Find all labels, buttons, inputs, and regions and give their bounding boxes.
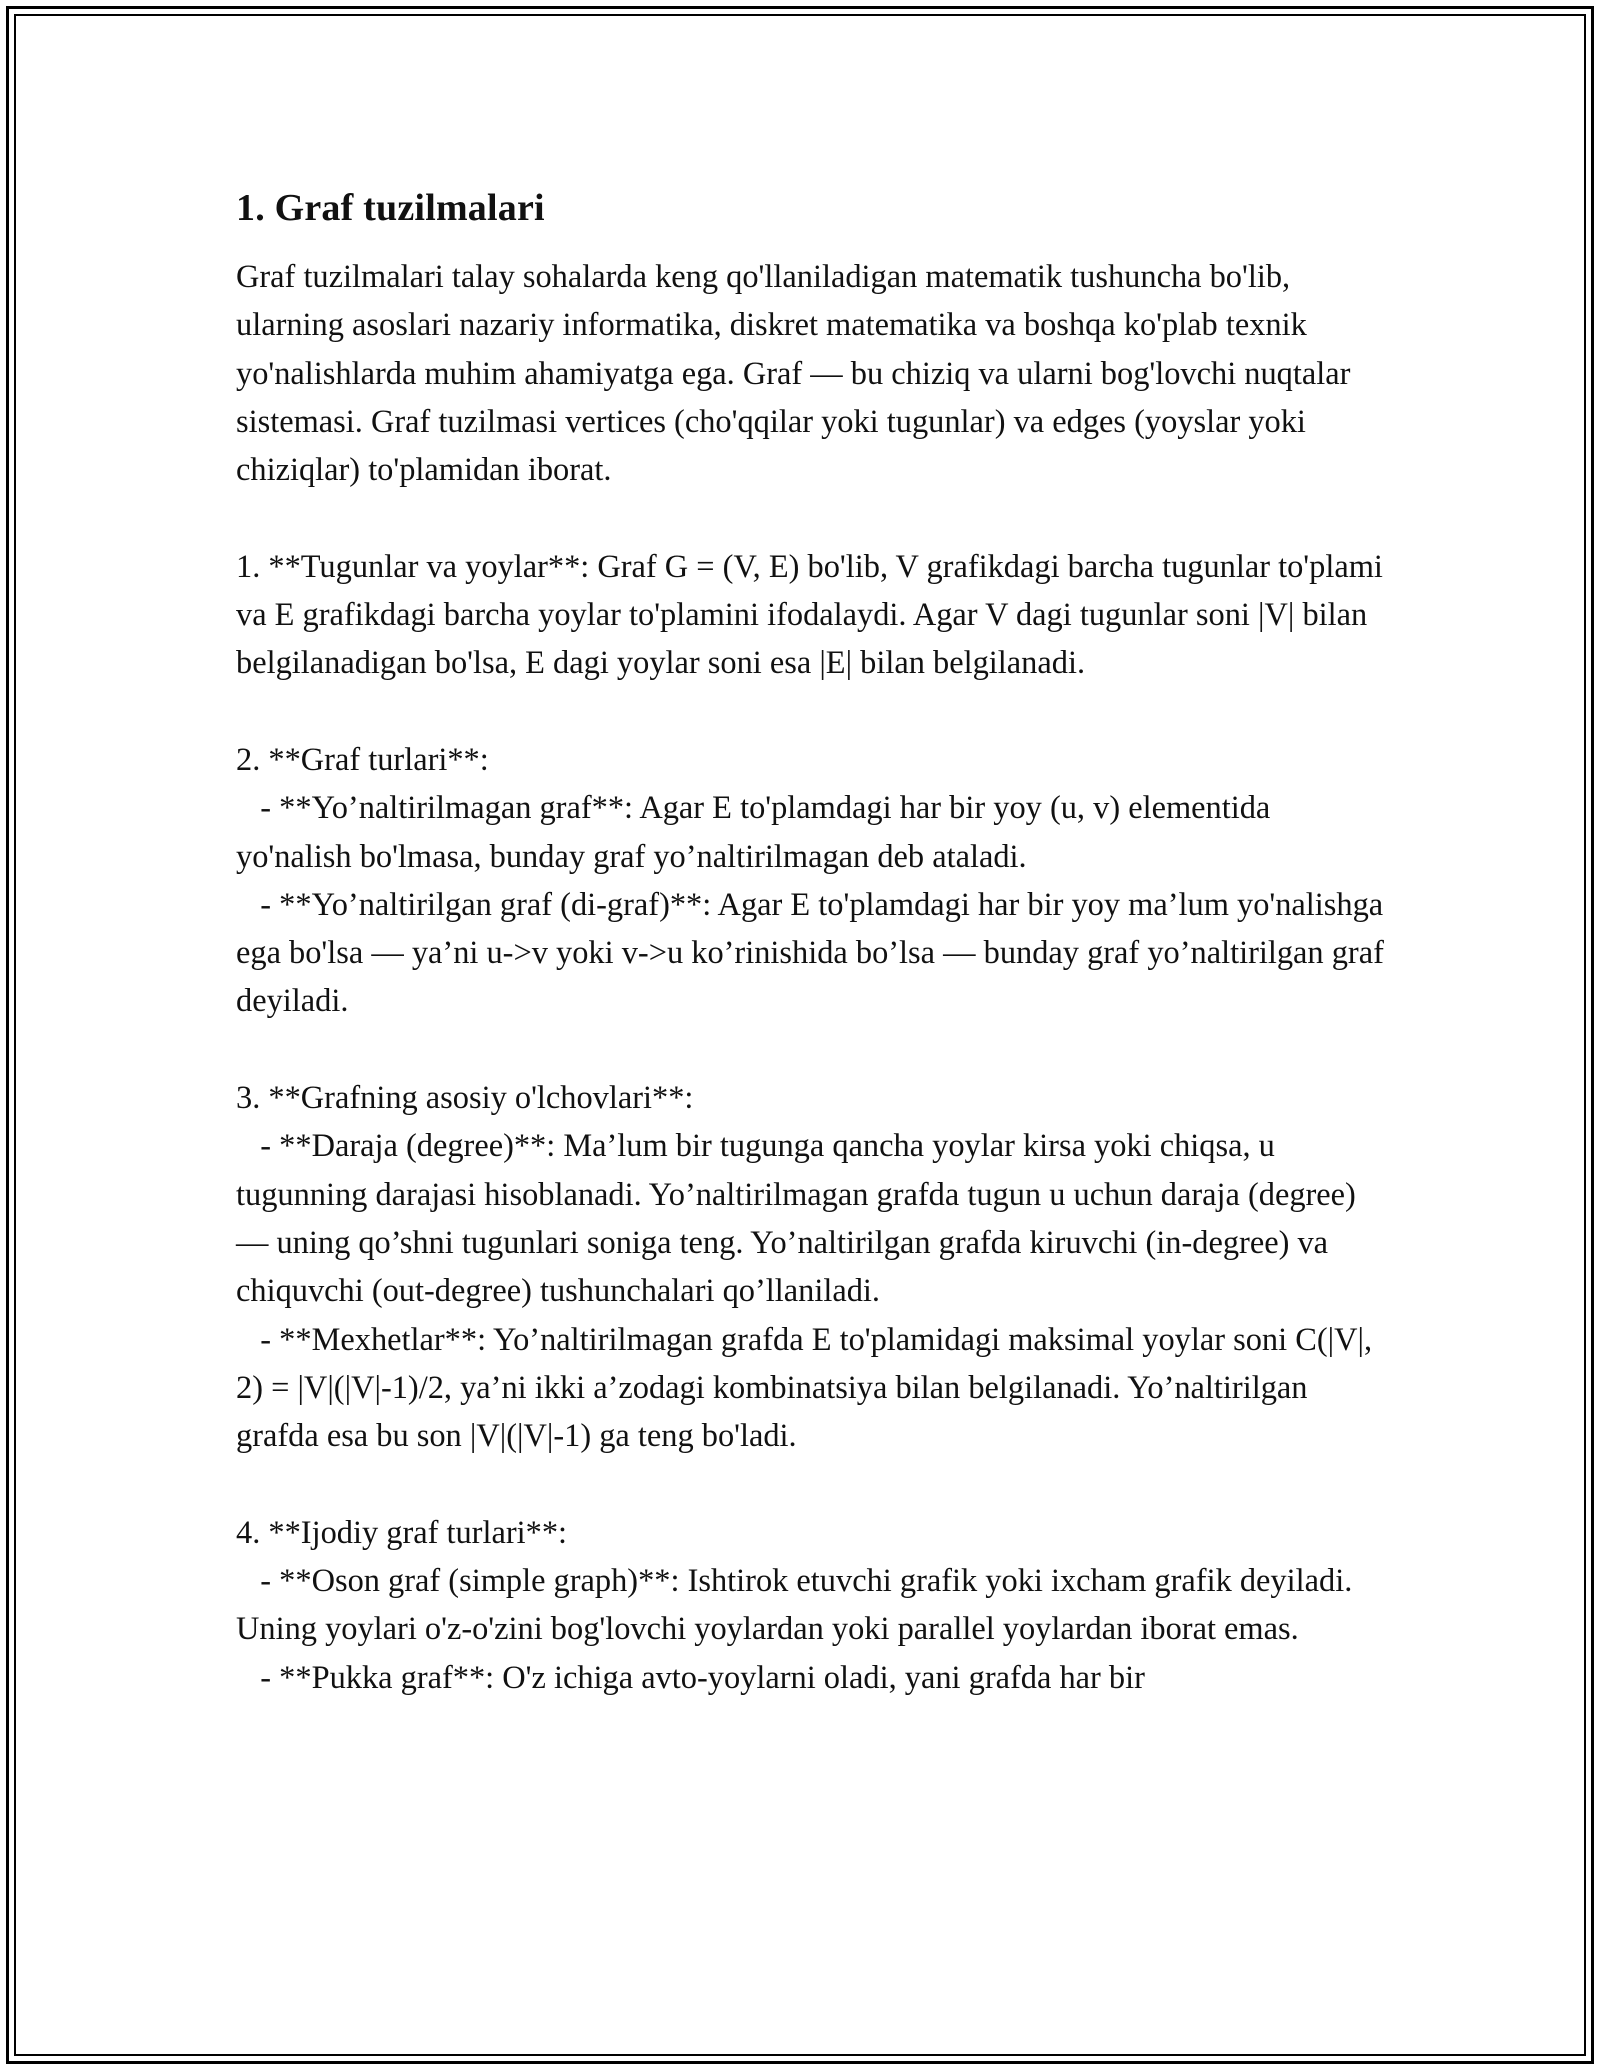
paragraph-spacer <box>236 688 1386 736</box>
paragraph-spacer <box>236 494 1386 542</box>
list-item-nodes-and-edges: 1. **Tugunlar va yoylar**: Graf G = (V, E) bo'lib, V grafikdagi barcha tugunlar to'plami va E grafikdagi barcha yoylar to'plamini ifodalaydi. Agar V dagi tugunlar soni |V| bilan belgilanadigan bo'lsa, E dagi yoylar soni esa |E| bilan belgilanadi. <box>236 548 1392 682</box>
document-body <box>236 185 1392 1702</box>
list-item-graph-measures: 3. **Grafning asosiy o'lchovlari**: - **Daraja (degree)**: Ma’lum bir tugunga qancha yoylar kirsa yoki chiqsa, u tugunning darajasi hisoblanadi. Yo’naltirilmagan grafda tugun u uchun daraja (degree) — uning qo’shni tugunlari soniga teng. Yo’naltirilgan grafda kiruvchi (in-degree) va chiquvchi (out-degree) tushunchalari qo’llaniladi. - **Mexhetlar**: Yo’naltirilmagan grafda E to'plamidagi maksimal yoylar soni C(|V|, 2) = |V|(|V|-1)/2, ya’ni ikki a’zodagi kombinatsiya bilan belgilanadi. Yo’naltirilgan grafda esa bu son |V|(|V|-1) ga teng bo'ladi. <box>236 1080 1373 1455</box>
list-item-graph-types: 2. **Graf turlari**: - **Yo’naltirilmagan graf**: Agar E to'plamdagi har bir yoy (u, v) elementida yo'nalish bo'lmasa, bunday graf yo’naltirilmagan deb ataladi. - **Yo’naltirilgan graf (di-graf)**: Agar E to'plamdagi har bir yoy ma’lum yo'nalishga ega bo'lsa — ya’ni u->v yoki v->u ko’rinishida bo’lsa — bunday graf yo’naltirilgan graf deyiladi. <box>236 741 1384 1020</box>
paragraph-spacer <box>236 1026 1386 1074</box>
paragraph-spacer <box>236 1460 1386 1508</box>
section-heading: 1. Graf tuzilmalari <box>236 187 545 229</box>
intro-paragraph: Graf tuzilmalari talay sohalarda keng qo'llaniladigan matematik tushuncha bo'lib, ularning asoslari nazariy informatika, diskret matematika va boshqa ko'plab texnik yo'nalishlarda muhim ahamiyatga ega. Graf — bu chiziq va ularni bog'lovchi nuqtalar sistemasi. Graf tuzilmasi vertices (cho'qqilar yoki tugunlar) va edges (yoyslar yoki chiziqlar) to'plamidan iborat. <box>236 259 1359 489</box>
list-item-creative-graph-types: 4. **Ijodiy graf turlari**: - **Oson graf (simple graph)**: Ishtirok etuvchi grafik yoki ixcham grafik deyiladi. Uning yoylari o'z-o'zini bog'lovchi yoylardan yoki parallel yoylardan iborat emas. - **Pukka graf**: O'z ichiga avto-yoylarni oladi, yani grafda har bir <box>236 1514 1353 1696</box>
